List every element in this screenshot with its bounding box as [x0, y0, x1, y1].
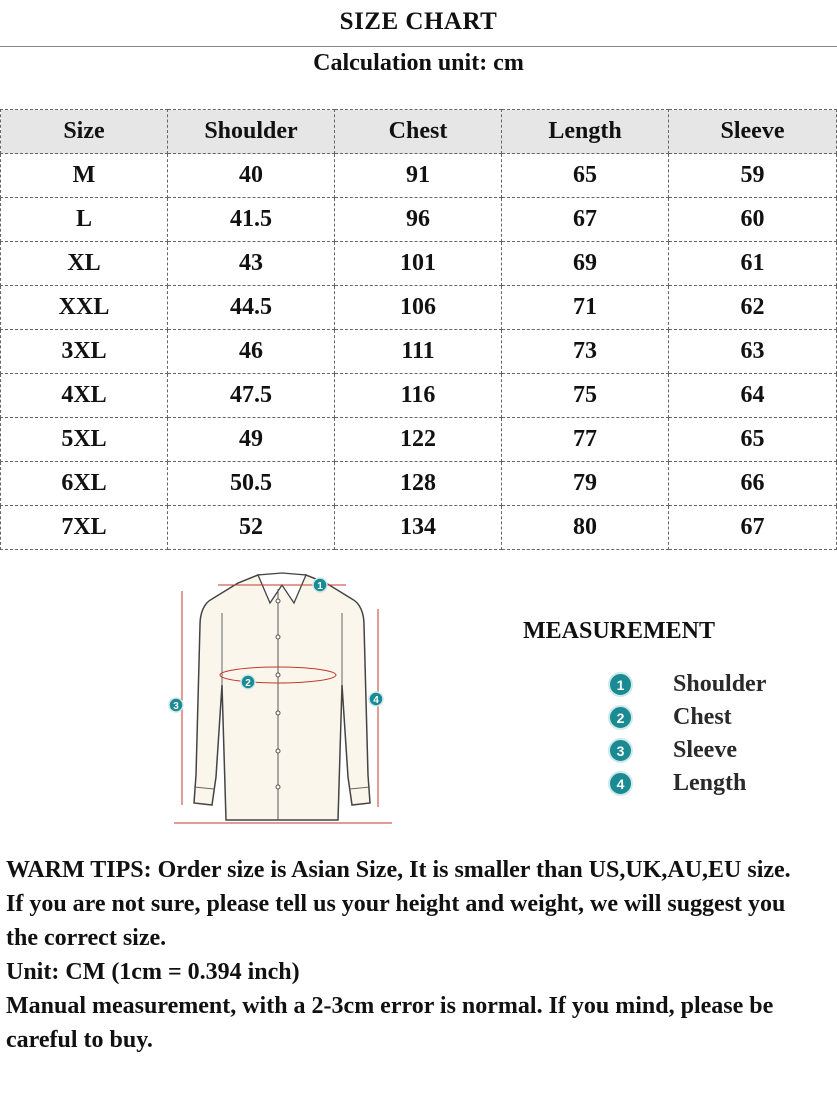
legend-number-icon: 3	[608, 738, 633, 763]
cell-shoulder: 40	[168, 154, 335, 198]
header-chest: Chest	[335, 110, 502, 154]
cell-size: M	[1, 154, 168, 198]
cell-shoulder: 49	[168, 418, 335, 462]
cell-sleeve: 67	[669, 506, 837, 550]
cell-length: 71	[502, 286, 669, 330]
marker-4	[369, 692, 383, 706]
cell-sleeve: 62	[669, 286, 837, 330]
table-row	[1, 198, 837, 242]
table-row	[1, 374, 837, 418]
cell-sleeve: 60	[669, 198, 837, 242]
table-row	[1, 286, 837, 330]
cell-size: XL	[1, 242, 168, 286]
cell-size: 5XL	[1, 418, 168, 462]
legend-label: Shoulder	[673, 671, 767, 697]
cell-length: 80	[502, 506, 669, 550]
legend-item	[608, 668, 828, 701]
size-table	[0, 109, 837, 550]
cell-size: XXL	[1, 286, 168, 330]
cell-shoulder: 43	[168, 242, 335, 286]
tip-height-weight: If you are not sure, please tell us your height and weight, we will suggest you the correct size.	[6, 891, 786, 951]
cell-shoulder: 50.5	[168, 462, 335, 506]
table-row	[1, 462, 837, 506]
marker-2-label: 2	[245, 678, 251, 689]
cell-length: 75	[502, 374, 669, 418]
marker-1	[313, 578, 327, 592]
shirt-outline	[194, 575, 370, 820]
cell-chest: 128	[335, 462, 502, 506]
shirt-illustration	[160, 565, 400, 835]
table-row	[1, 154, 837, 198]
cell-shoulder: 41.5	[168, 198, 335, 242]
marker-4-label: 4	[373, 695, 379, 706]
title-divider	[0, 46, 837, 47]
cell-chest: 122	[335, 418, 502, 462]
cell-sleeve: 66	[669, 462, 837, 506]
legend-label: Chest	[673, 704, 732, 730]
table-row	[1, 242, 837, 286]
cell-chest: 116	[335, 374, 502, 418]
cell-size: 7XL	[1, 506, 168, 550]
marker-3-label: 3	[173, 701, 179, 712]
header-size: Size	[1, 110, 168, 154]
tip-unit: Unit: CM (1cm = 0.394 inch)	[6, 959, 300, 985]
legend-item	[608, 734, 828, 767]
cell-chest: 101	[335, 242, 502, 286]
page-title: SIZE CHART	[339, 8, 498, 35]
marker-3	[169, 698, 183, 712]
legend-item	[608, 767, 828, 800]
tip-asian-size: WARM TIPS: Order size is Asian Size, It is smaller than US,UK,AU,EU size.	[6, 857, 791, 883]
cell-sleeve: 59	[669, 154, 837, 198]
table-row	[1, 506, 837, 550]
table-header-row	[1, 110, 837, 154]
marker-2	[241, 675, 255, 689]
cell-chest: 96	[335, 198, 502, 242]
measurement-title: MEASUREMENT	[523, 618, 716, 644]
marker-1-label: 1	[317, 581, 323, 592]
tip-measurement-error: Manual measurement, with a 2-3cm error is normal. If you mind, please be careful to buy.	[6, 993, 774, 1053]
legend-number-icon: 1	[608, 672, 633, 697]
cell-shoulder: 52	[168, 506, 335, 550]
unit-subtitle: Calculation unit: cm	[313, 50, 524, 76]
cell-chest: 111	[335, 330, 502, 374]
cell-chest: 106	[335, 286, 502, 330]
cell-size: 3XL	[1, 330, 168, 374]
cell-sleeve: 63	[669, 330, 837, 374]
header-length: Length	[502, 110, 669, 154]
cell-shoulder: 44.5	[168, 286, 335, 330]
shirt-measurement-diagram	[160, 565, 400, 835]
cell-shoulder: 46	[168, 330, 335, 374]
cell-size: 4XL	[1, 374, 168, 418]
measurement-legend	[608, 668, 828, 800]
legend-label: Length	[673, 770, 747, 796]
cell-length: 67	[502, 198, 669, 242]
cell-length: 73	[502, 330, 669, 374]
cell-size: L	[1, 198, 168, 242]
cell-sleeve: 61	[669, 242, 837, 286]
table-row	[1, 418, 837, 462]
cell-length: 77	[502, 418, 669, 462]
legend-item	[608, 701, 828, 734]
legend-label: Sleeve	[673, 737, 737, 763]
warm-tips	[6, 853, 806, 1057]
header-shoulder: Shoulder	[168, 110, 335, 154]
cell-chest: 91	[335, 154, 502, 198]
cell-chest: 134	[335, 506, 502, 550]
legend-number-icon: 2	[608, 705, 633, 730]
cell-length: 69	[502, 242, 669, 286]
cell-sleeve: 64	[669, 374, 837, 418]
cell-sleeve: 65	[669, 418, 837, 462]
cell-shoulder: 47.5	[168, 374, 335, 418]
cell-size: 6XL	[1, 462, 168, 506]
legend-number-icon: 4	[608, 771, 633, 796]
cell-length: 65	[502, 154, 669, 198]
cell-length: 79	[502, 462, 669, 506]
header-sleeve: Sleeve	[669, 110, 837, 154]
table-row	[1, 330, 837, 374]
